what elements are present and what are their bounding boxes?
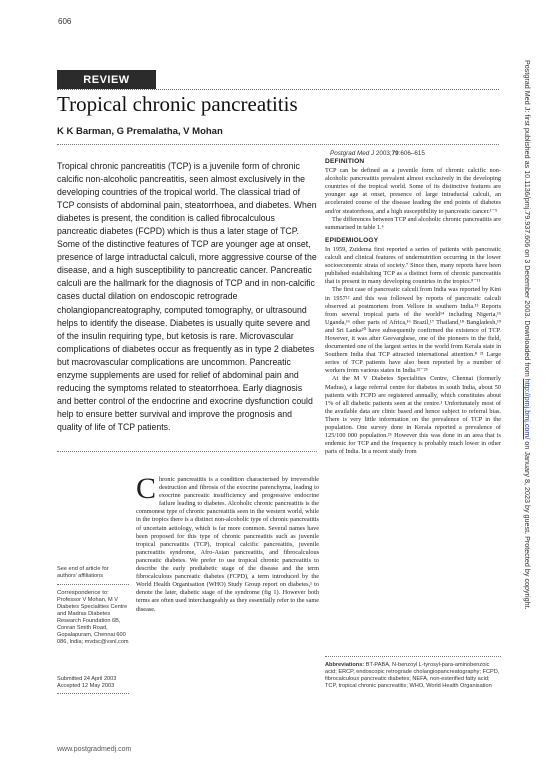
paragraph: TCP can be defined as a juvenile form of chronic calcific non-alcoholic pancreatitis prevalent almost exclusively in the developing countries of the tropical world. Some of its distinctive features are younger age at onset, presence of large intraductal calculi, an accelerated course of the disease leading the end points of diabetes and/or steatorrhoea, and a high susceptibility to pancreatic cancer.¹⁻⁵ — [325, 167, 501, 215]
submitted-date: Submitted 24 April 2003 — [57, 676, 117, 682]
correspondence-label: Correspondence to: — [57, 590, 109, 596]
abstract: Tropical chronic pancreatitis (TCP) is a juvenile form of chronic calcific non-alcoholic pancreatitis, seen almost exclusively in the developing countries of the tropical world. The classical triad of TCP consists of abdominal pain, steatorrhoea, and diabetes. When diabetes is present, the condition is called fibrocalculous pancreatic diabetes (FCPD) which is thus a later stage of TCP. Some of the distinctive features of TCP are younger age at onset, presence of large intraductal calculi, more aggressive course of the disease, and a high susceptibility to pancreatic cancer. Pancreatic calculi are the hallmark for the diagnosis of TCP and in non-calcific cases ductal dilation on endoscopic retrograde cholangiopancreatography, computed tomography, or ultrasound helps to identify the disease. Diabetes is usually quite severe and of the insulin requiring type, but ketosis is rare. Microvascular complications of diabetes occur as frequently as in type 2 diabetes but macrovascular complications are uncommon. Pancreatic enzyme supplements are used for relief of abdominal pain and reducing the symptoms related to steatorrhoea. Early diagnosis and better control of the endocrine and exocrine dysfunction could help to ensure better survival and improve the prognosis and quality of life of TCP patients. — [57, 161, 317, 432]
journal-name: Postgrad Med J — [330, 150, 375, 157]
abbreviations-text: BT-PABA, N-benzoyl L-tyrosyl-para-aminobenzoic acid; ERCP, endoscopic retrograde cholangiopancreatography; FCPD, fibrocalculous pancreatic diabetes; NEFA, non-esterified fatty acid; TCP, tropical chronic pancreatitis; WHO, World Health Organisation — [325, 662, 500, 689]
correspondence-block — [57, 590, 129, 646]
abbreviations-label: Abbreviations: — [325, 662, 365, 668]
citation-volume: 79 — [391, 150, 399, 157]
section-badge: REVIEW — [57, 70, 156, 89]
divider — [325, 656, 501, 657]
correspondence-address: Professor V Mohan, M V Diabetes Specialities Centre and Madras Diabetes Research Foundation 6B, Conran Smith Road, Gopalapuram, Chennai 600 086, India; mvdsc@vsnl.com — [57, 597, 129, 645]
divider — [57, 144, 499, 145]
divider — [57, 451, 317, 452]
citation-line — [330, 150, 425, 157]
divider — [57, 89, 499, 90]
citation-pages: :606–615 — [398, 150, 425, 157]
journal-website: www.postgradmedj.com — [57, 746, 132, 753]
download-link[interactable]: http://pmj.bmj.com/ — [523, 378, 532, 440]
paragraph: The differences between TCP and alcoholic chronic pancreatitis are summarised in table 1.⁶ — [325, 215, 501, 231]
intro-paragraph: Chronic pancreatitis is a condition characterised by irreversible destruction and fibrosis of the exocrine parenchyma, leading to exocrine pancreatic insufficiency and progressive endocrine failure leading to diabetes. Alcoholic chronic pancreatitis is the commonest type of chronic pancreatitis seen in the western world, while in the tropics there is a distinct non-alcoholic type of chronic pancreatitis of uncertain aetiology, which is far more common. Several names have been proposed for this type of chronic pancreatitis such as juvenile tropical pancreatitis (TCP), tropical calcific pancreatitis, juvenile pancreatitis syndrome, Afro-Asian pancreatitis, and fibrocalculous pancreatic diabetes. We prefer to use tropical chronic pancreatitis to describe the early prediabetic stage of the disease and the term fibrocalculous pancreatic diabetes (FCPD), a term introduced by the World Health Organisation (WHO) Study Group report on diabetes,¹ to denote the later, diabetic stage of the syndrome (fig 1). However both terms are often used interchangeably as they essentially refer to the same disease. — [136, 472, 319, 613]
side-download-notice — [522, 60, 536, 750]
paragraph: In 1959, Zuidema first reported a series of patients with pancreatic calculi and clinical features of undernutrition occurring in the lower socioeconomic strata of society.⁷ Since then, many reports have been published establishing TCP as a distinct form of chronic pancreatitis that is present in many developing countries in the tropics.⁸⁻¹¹ — [325, 245, 501, 286]
abbreviations-box — [325, 662, 501, 690]
intro-column — [136, 472, 319, 614]
divider — [57, 693, 129, 694]
article-title: Tropical chronic pancreatitis — [57, 92, 298, 116]
accepted-date: Accepted 12 May 2003 — [57, 683, 115, 689]
page-number: 606 — [58, 17, 72, 26]
paragraph: The first case of pancreatic calculi from India was reported by Kini in 1957¹² and this was followed by reports of pancreatic calculi observed at postmortem from Vellore in southern India.¹³ Reports from several tropical parts of the world¹⁴ including Nigeria,¹⁵ Uganda,¹⁶ other parts of Africa,¹⁶ Brazil,¹⁷ Thailand,¹⁸ Bangladesh,¹⁹ and Sri Lanka²⁰ have subsequently confirmed the existence of TCP. However, it was after Geevarghese, one of the pioneers in the field, documented one of the largest series in the world from Kerala state in Southern India that TCP attracted international attention.⁸ ²¹ Large series of TCP patients have also been reported by a number of workers from various states in India.²²⁻²⁵ — [325, 286, 501, 375]
section-heading-definition: DEFINITION — [325, 158, 365, 165]
citation-year: 2003; — [375, 150, 392, 157]
divider — [57, 584, 129, 585]
download-notice-text: Postgrad Med J: first published as 10.1136/pmj.79.937.606 on 3 December 2003. Downloaded from http://pmj.bmj.com/ on January 8, 2023 by guest. Protected by copyright. — [523, 60, 532, 610]
author-list: K K Barman, G Premalatha, V Mohan — [57, 126, 223, 137]
submission-dates — [57, 676, 129, 690]
section-heading-epidemiology: EPIDEMIOLOGY — [325, 236, 379, 244]
right-column — [325, 158, 501, 456]
paragraph: At the M V Diabetes Specialities Centre, Chennai (formerly Madras), a large referral centre for diabetes in south India, about 50 patients with FCPD are registered annually, which constitutes about 1% of all diabetic patients seen at the centre.¹ Unfortunately most of the available data are clinic based and hence subject to referral bias. There is very little information on the prevalence of TCP in the population. One survey done in Kerala reported a prevalence of 125/100 000 population.²⁶ However this was done in an area that is endemic for TCP and the frequency is probably much lower in other parts of India. In a recent study from — [325, 375, 501, 456]
affiliations-note: See end of article for authors' affiliations — [57, 566, 109, 579]
drop-cap: C — [136, 472, 157, 505]
